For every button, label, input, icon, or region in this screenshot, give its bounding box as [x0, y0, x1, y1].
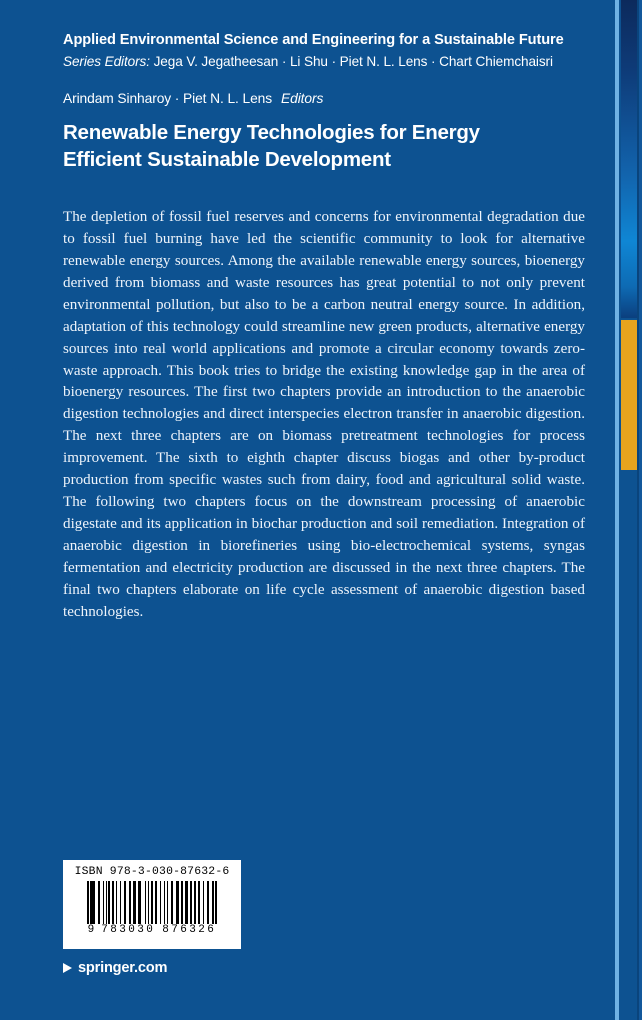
publisher-name: springer.com — [78, 960, 168, 976]
book-description: The depletion of fossil fuel reserves and concerns for environmental degradation due to fossil fuel burning have led the scientific community to look for alternative renewable energy sources. Among the available renewable energy sources, bioenergy derived from biomass and waste resources has great potential to not only prevent environmental pollution, but also to be a carbon neutral energy source. In addition, adaptation of this technology could streamline new green products, alternative energy sources into real world applications and promote a circular economy towards zero-waste approach. This book tries to bridge the existing knowledge gap in the area of bioenergy resources. The first two chapters provide an introduction to the anaerobic digestion technologies and direct interspecies electron transfer in anaerobic digestion. The next three chapters are on biomass pretreatment technologies for process improvement. The sixth to eighth chapter discuss biogas and other by-product production from specific wastes such from dairy, food and agricultural solid waste. The following two chapters focus on the downstream processing of anaerobic digestate and its application in biochar production and soil remediation. Integration of anaerobic digestion in biorefineries using bio-electrochemical systems, syngas fermentation and electricity production are discussed in the next three chapters. The final two chapters elaborate on life cycle assessment of anaerobic digestion based technologies. — [63, 208, 585, 620]
isbn-barcode-card — [63, 860, 241, 949]
isbn-number: ISBN 978-3-030-87632-6 — [74, 866, 230, 878]
book-editors-names: Arindam Sinharoy · Piet N. L. Lens — [63, 90, 273, 106]
book-editors-role: Editors — [281, 90, 324, 106]
cover-content — [63, 0, 586, 624]
page-title: Renewable Energy Technologies for Energy Efficient Sustainable Development — [63, 120, 480, 172]
barcode-digits — [71, 924, 233, 936]
book-editors-line — [63, 91, 586, 106]
spine-strip — [615, 0, 642, 1020]
series-editors-label: Series Editors: — [63, 54, 150, 70]
series-editors-line — [63, 53, 586, 71]
barcode-digit-group-2: 876326 — [162, 924, 217, 936]
barcode-digit-group-1: 783030 — [101, 924, 156, 936]
barcode-digit-lead: 9 — [87, 924, 95, 936]
publisher-logo[interactable] — [63, 960, 167, 976]
series-title: Applied Environmental Science and Engineering for a Sustainable Future — [63, 32, 564, 48]
series-editors-names: Jega V. Jegatheesan · Li Shu · Piet N. L. Lens · Chart Chiemchaisri — [153, 54, 553, 70]
triangle-play-icon — [63, 963, 72, 973]
